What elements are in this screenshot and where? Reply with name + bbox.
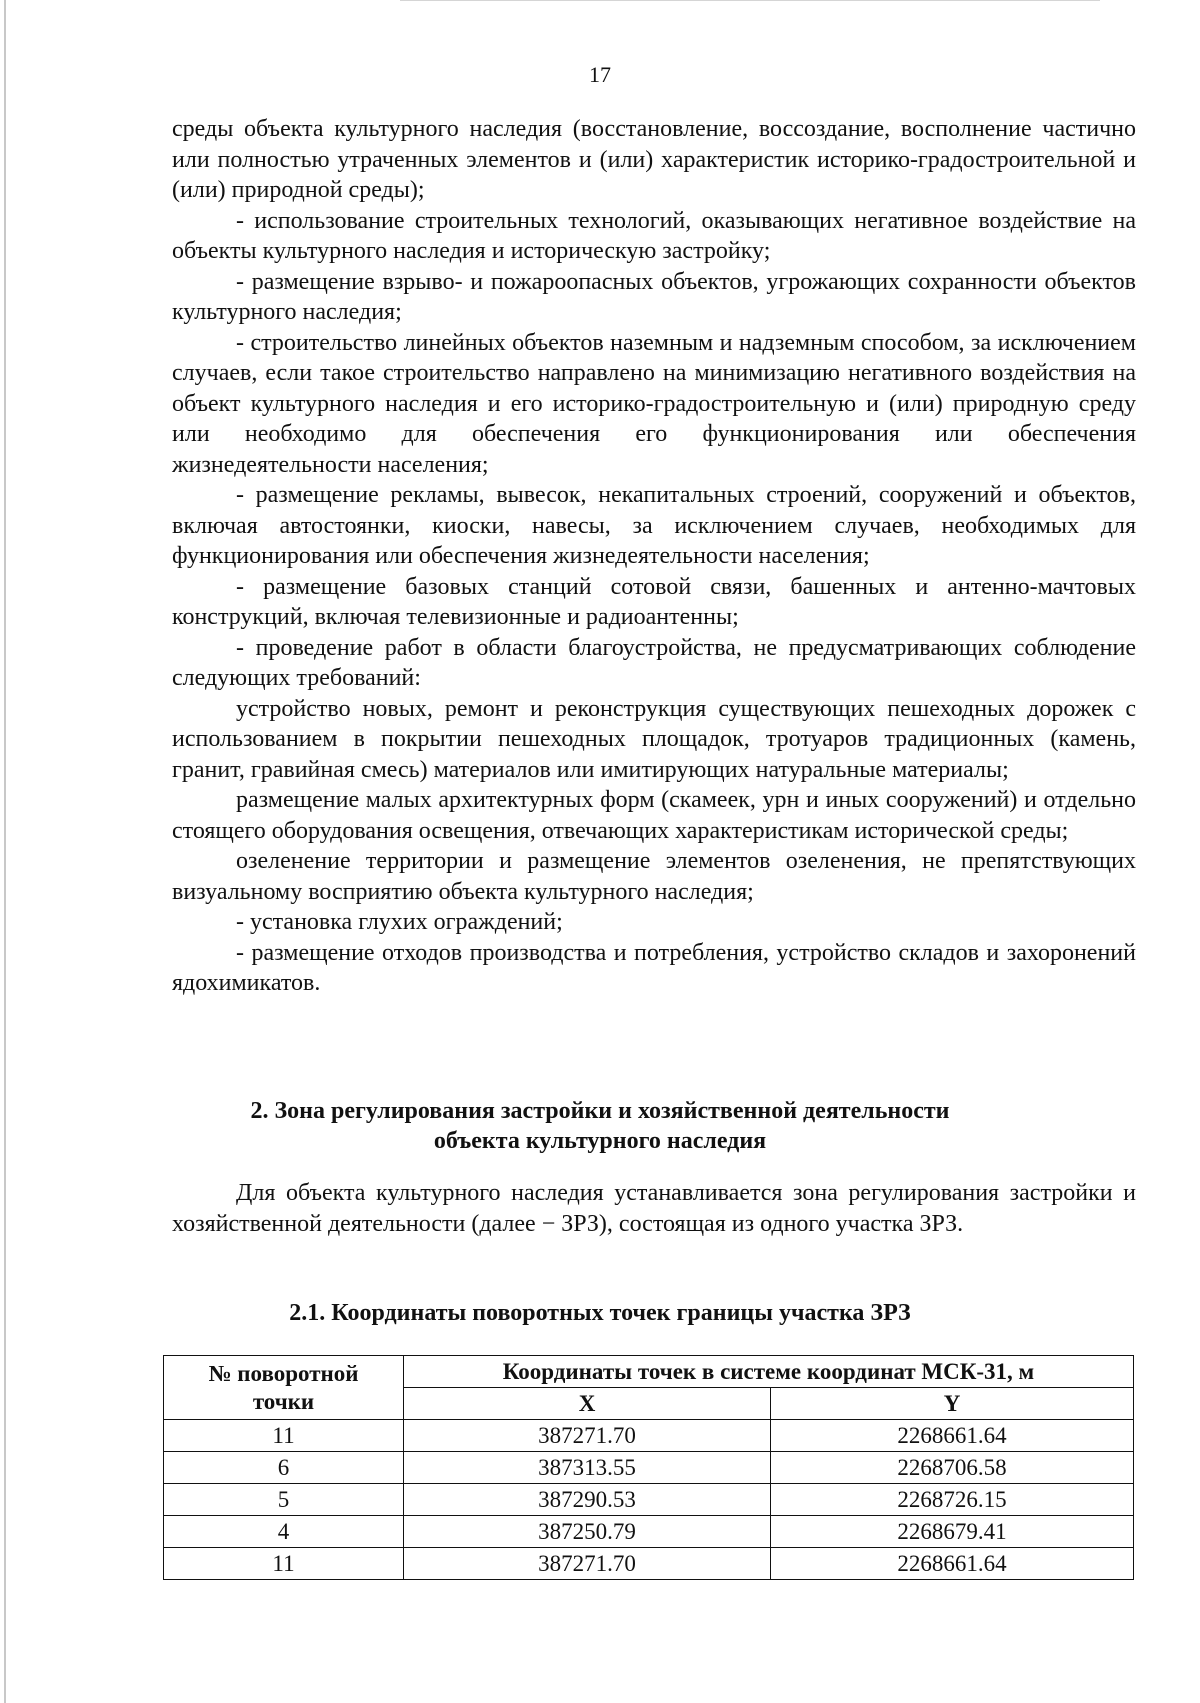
- paragraph: - размещение взрыво- и пожароопасных объектов, угрожающих сохранности объектов культурного наследия;: [172, 268, 1136, 325]
- header-y: Y: [771, 1388, 1134, 1420]
- cell-x: 387313.55: [404, 1452, 771, 1484]
- paragraph: среды объекта культурного наследия (восстановление, воссоздание, восполнение частично или полностью утраченных элементов и (или) характеристик историко-градостроительной и (или) природной среды);: [172, 116, 1136, 203]
- paragraph: - установка глухих ограждений;: [236, 909, 563, 935]
- paragraph: Для объекта культурного наследия устанавливается зона регулирования застройки и хозяйственной деятельности (далее − ЗРЗ), состоящая из одного участка ЗРЗ.: [172, 1180, 1136, 1237]
- header-point: [164, 1356, 404, 1420]
- scan-edge-top: [400, 0, 1100, 1]
- section-text: [172, 1178, 1136, 1239]
- table-row: [164, 1548, 1134, 1580]
- cell-x: 387290.53: [404, 1484, 771, 1516]
- section-heading-line: 2. Зона регулирования застройки и хозяйственной деятельности: [250, 1098, 950, 1124]
- table-row: [164, 1452, 1134, 1484]
- cell-point: 11: [164, 1420, 404, 1452]
- page-number: 17: [589, 62, 611, 87]
- cell-y: 2268706.58: [771, 1452, 1134, 1484]
- cell-y: 2268661.64: [771, 1420, 1134, 1452]
- cell-y: 2268679.41: [771, 1516, 1134, 1548]
- table-row: [164, 1516, 1134, 1548]
- header-coords: Координаты точек в системе координат МСК-31, м: [404, 1356, 1134, 1388]
- paragraph: - использование строительных технологий, оказывающих негативное воздействие на объекты культурного наследия и историческую застройку;: [172, 207, 1136, 264]
- header-point-line: № поворотной: [208, 1360, 359, 1386]
- cell-point: 11: [164, 1548, 404, 1580]
- body-text: [172, 114, 1136, 999]
- paragraph: - размещение рекламы, вывесок, некапитальных строений, сооружений и объектов, включая автостоянки, киоски, навесы, за исключением случаев, необходимых для функционирования или обеспечения жизнедеятельности населения;: [172, 482, 1136, 569]
- paragraph: озеленение территории и размещение элементов озеленения, не препятствующих визуальному восприятию объекта культурного наследия;: [172, 848, 1136, 905]
- cell-x: 387271.70: [404, 1548, 771, 1580]
- cell-x: 387271.70: [404, 1420, 771, 1452]
- paragraph: устройство новых, ремонт и реконструкция существующих пешеходных дорожек с использованием в покрытии пешеходных площадок, тротуаров традиционных (камень, гранит, гравийная смесь) материалов или имитирующих натуральные материалы;: [172, 695, 1136, 783]
- paragraph: - размещение отходов производства и потребления, устройство складов и захоронений ядохимикатов.: [172, 939, 1136, 996]
- table-row: [164, 1484, 1134, 1516]
- table-title-text: 2.1. Координаты поворотных точек границы участка ЗРЗ: [289, 1300, 911, 1326]
- cell-point: 6: [164, 1452, 404, 1484]
- cell-point: 5: [164, 1484, 404, 1516]
- table-row: [164, 1420, 1134, 1452]
- paragraph: - размещение базовых станций сотовой связи, башенных и антенно-мачтовых конструкций, включая телевизионные и радиоантенны;: [172, 573, 1136, 630]
- cell-y: 2268661.64: [771, 1548, 1134, 1580]
- header-point-line: точки: [252, 1388, 315, 1414]
- section-heading: [0, 1096, 1200, 1156]
- cell-x: 387250.79: [404, 1516, 771, 1548]
- coordinates-table: [163, 1355, 1134, 1580]
- scan-edge: [4, 0, 6, 1703]
- paragraph: - строительство линейных объектов наземным и надземным способом, за исключением случаев, если такое строительство направлено на минимизацию негативного воздействия на объект культурного наследия и его историко-градостроительную и (или) природную среду или необходимо для обеспечения его функционирования или обеспечения жизнедеятельности населения;: [172, 329, 1136, 478]
- section-heading-line: объекта культурного наследия: [433, 1128, 767, 1154]
- paragraph: размещение малых архитектурных форм (скамеек, урн и иных сооружений) и отдельно стоящего оборудования освещения, отвечающих характеристикам исторической среды;: [172, 787, 1136, 844]
- table-title: [0, 1298, 1200, 1328]
- cell-y: 2268726.15: [771, 1484, 1134, 1516]
- cell-point: 4: [164, 1516, 404, 1548]
- header-x: X: [404, 1388, 771, 1420]
- paragraph: - проведение работ в области благоустройства, не предусматривающих соблюдение следующих требований:: [172, 634, 1136, 691]
